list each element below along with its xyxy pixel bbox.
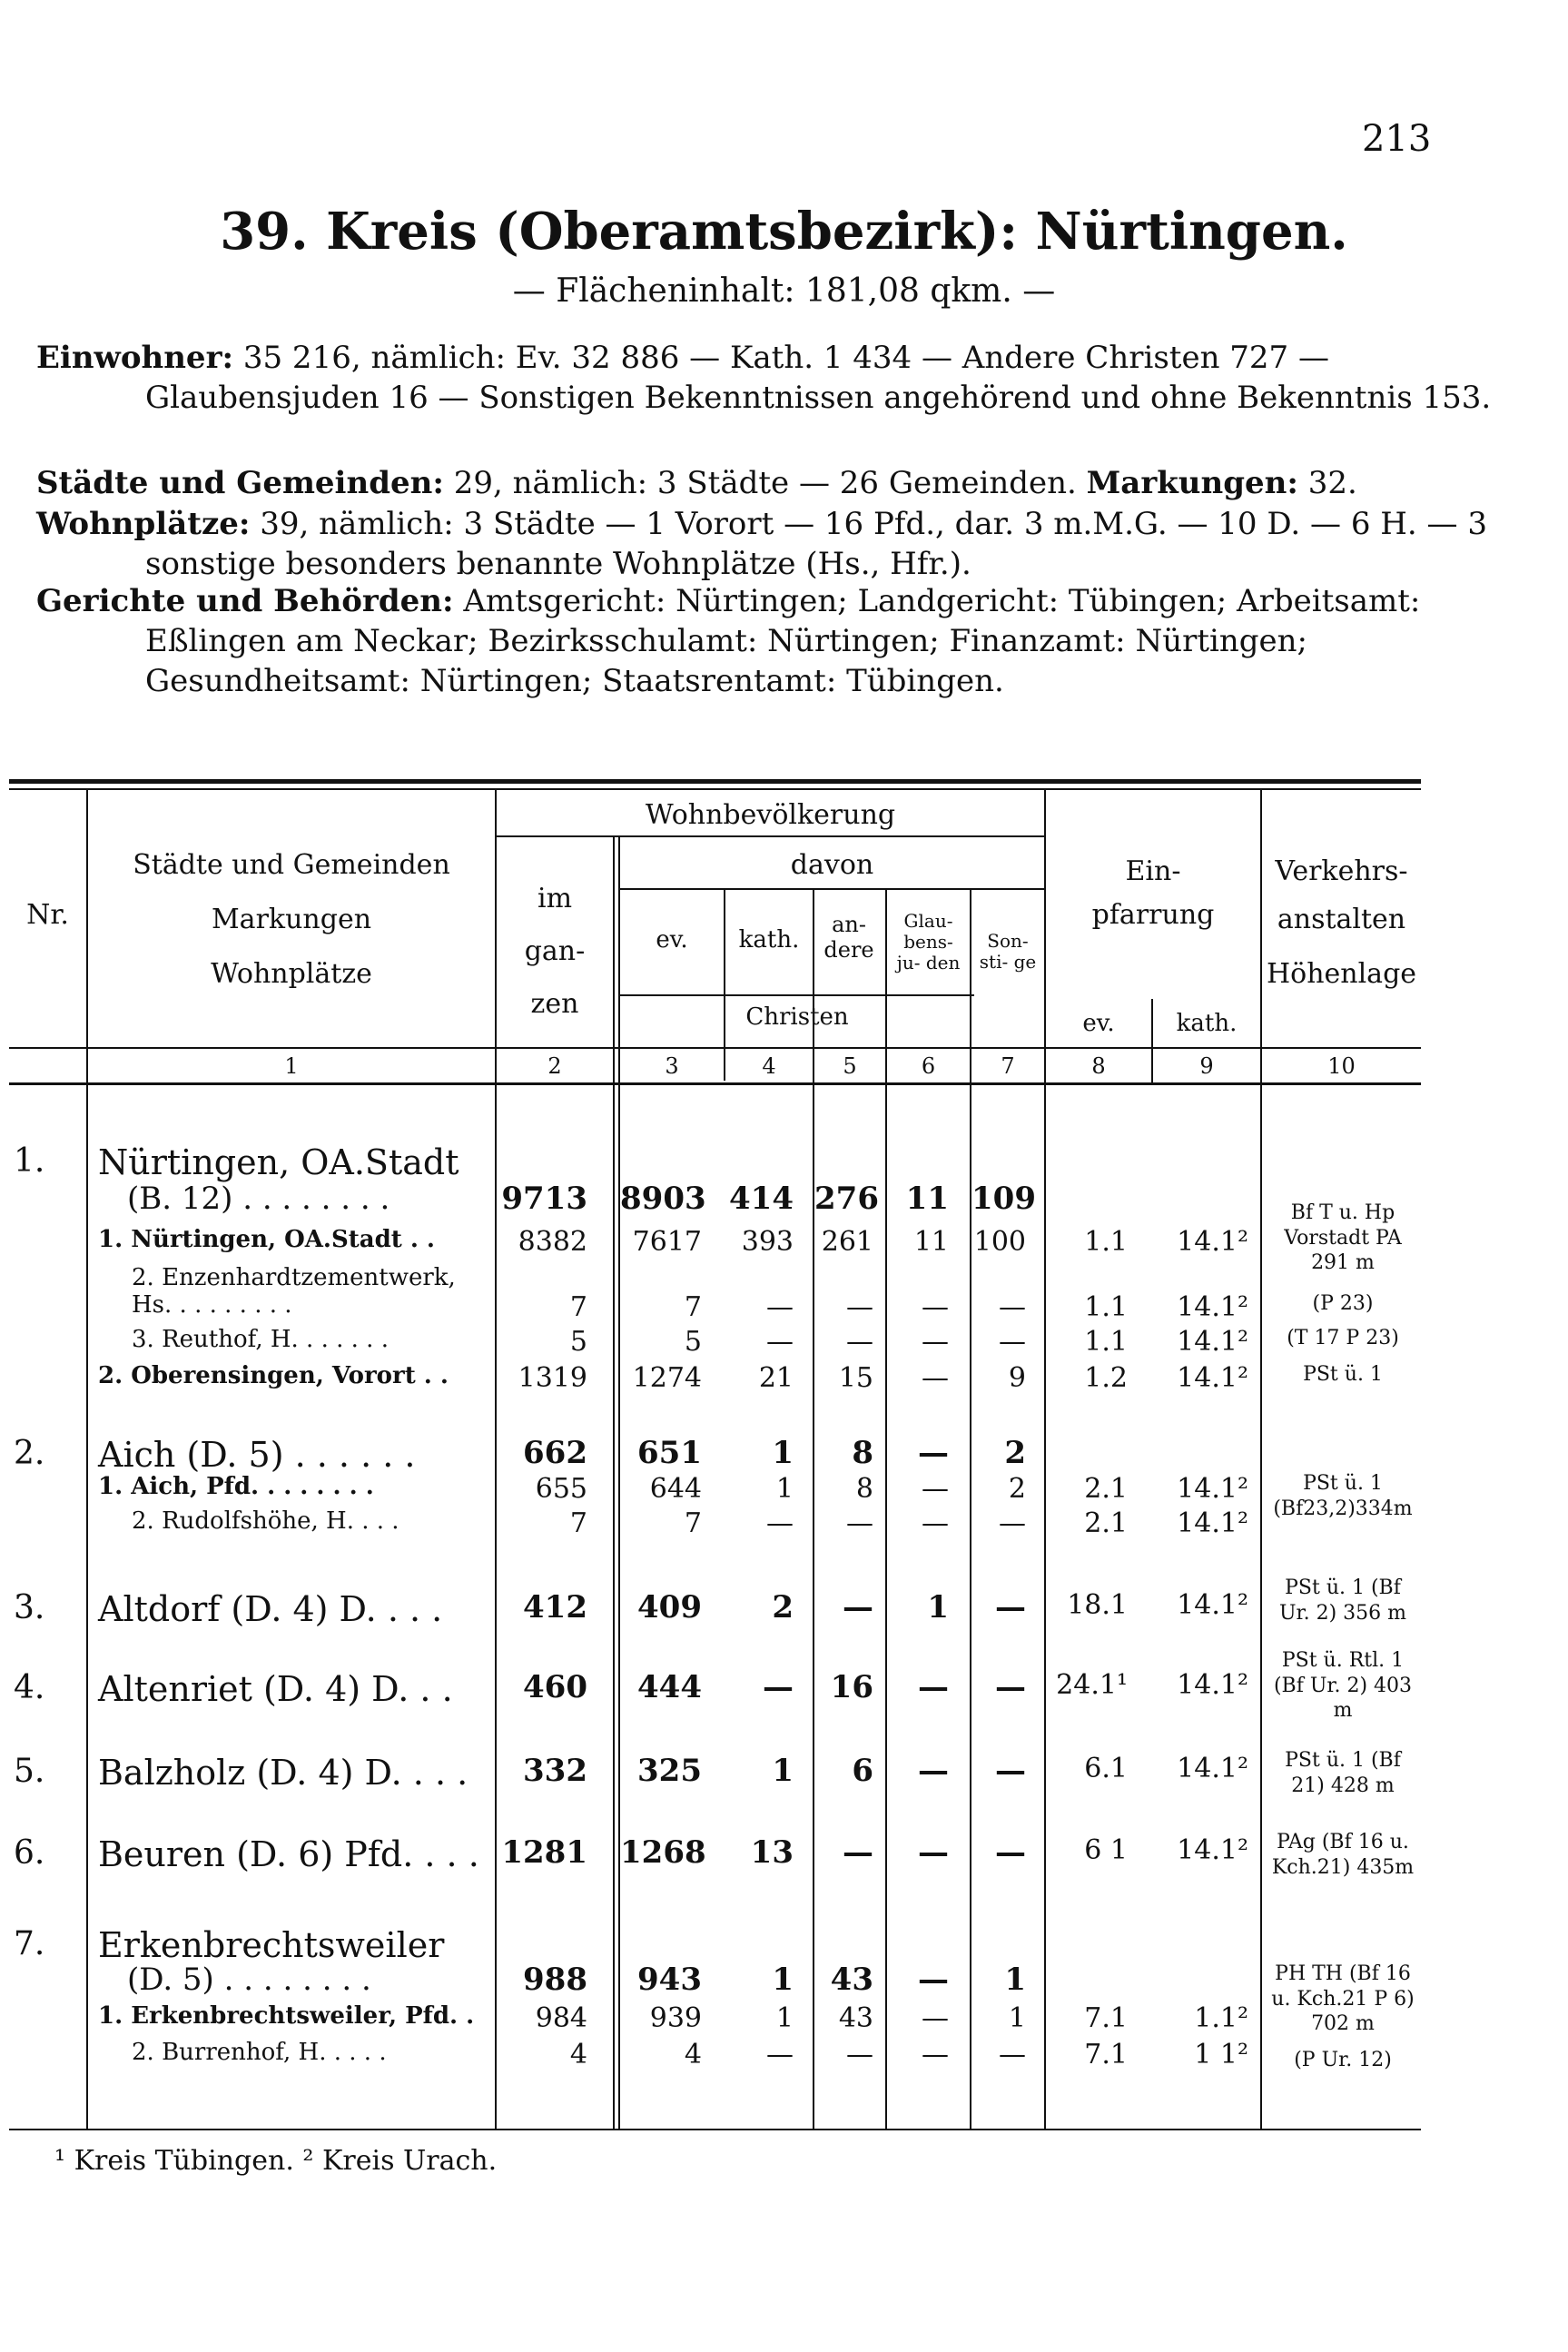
cell-kath: —: [766, 2039, 794, 2070]
cell-pev: 2.1: [1084, 1473, 1128, 1505]
header-nr: Nr.: [26, 899, 69, 931]
header-sonstige: Son- sti- ge: [979, 930, 1037, 973]
row-name: 2. Burrenhof, H. . . . .: [132, 2039, 387, 2066]
gerichte-paragraph: [36, 581, 1562, 702]
cell-ev: 4: [684, 2039, 702, 2070]
col-divider: [724, 890, 725, 1081]
cell-andere: 8: [855, 1473, 873, 1505]
cell-pkath: 14.1²: [1177, 1226, 1248, 1258]
cell-sonst: 9: [1008, 1362, 1026, 1394]
area-line: — Flächeninhalt: 181,08 qkm. —: [512, 272, 1056, 310]
header-ev: ev.: [656, 926, 688, 954]
cell-sonst: —: [995, 1589, 1026, 1626]
einwohner-paragraph: [36, 338, 1562, 418]
cell-sonst: —: [999, 1507, 1026, 1539]
header-kath: kath.: [738, 926, 800, 954]
cell-juden: —: [918, 1834, 949, 1871]
cell-kath: 1: [772, 1753, 794, 1789]
cell-pev: 6 1: [1084, 1834, 1128, 1866]
cell-juden: 1: [927, 1589, 949, 1626]
colnum: 10: [1327, 1053, 1356, 1079]
row-number: 2.: [14, 1435, 45, 1472]
cell-total: 1319: [518, 1362, 587, 1394]
cell-sonst: 1: [1004, 1962, 1026, 1998]
colnum: 3: [665, 1053, 679, 1079]
markungen-text: 32.: [1307, 465, 1357, 501]
wohnbev-rule: [495, 835, 1044, 837]
row-name: (B. 12) . . . . . . . .: [127, 1181, 390, 1217]
table-top-rule-thin: [9, 788, 1421, 790]
cell-pev: 7.1: [1084, 2039, 1128, 2070]
cell-juden: —: [918, 1753, 949, 1789]
cell-kath: 1: [775, 2002, 794, 2034]
row-name: 1. Erkenbrechtsweiler, Pfd. .: [98, 2002, 475, 2030]
cell-total: 412: [523, 1589, 587, 1626]
row-name: Nürtingen, OA.Stadt: [98, 1142, 459, 1182]
verkehr-note: PSt ü. 1 (Bf 21) 428 m: [1285, 1749, 1401, 1797]
header-einpfarrung-1: Ein-: [1125, 855, 1181, 887]
cell-total: 332: [523, 1753, 587, 1789]
header-verkehr-2: anstalten: [1277, 904, 1406, 935]
cell-andere: 6: [852, 1753, 873, 1789]
cell-pkath: 14.1²: [1177, 1362, 1248, 1394]
page-number: 213: [1362, 118, 1432, 160]
header-einpfarrung-2: pfarrung: [1091, 899, 1215, 931]
row-number: 3.: [14, 1589, 45, 1626]
row-name: 2. Rudolfshöhe, H. . . .: [132, 1507, 399, 1535]
cell-ev: 7: [684, 1507, 702, 1539]
cell-total: 9713: [501, 1181, 587, 1217]
cell-ev: 409: [637, 1589, 702, 1626]
verkehr-note: PSt ü. 1 (Bf23,2)334m: [1273, 1472, 1413, 1520]
header-im-ganzen-1: im: [537, 883, 573, 914]
cell-pev: 24.1¹: [1056, 1669, 1128, 1701]
cell-total: 655: [535, 1473, 587, 1505]
header-im-ganzen-3: zen: [530, 988, 579, 1020]
cell-ev: 939: [649, 2002, 702, 2034]
christen-rule: [620, 994, 974, 996]
cell-pev: 1.1: [1084, 1326, 1128, 1358]
cell-pev: 2.1: [1084, 1507, 1128, 1539]
row-name: Balzholz (D. 4) D. . . .: [98, 1753, 468, 1793]
cell-pev: 1.1: [1084, 1226, 1128, 1258]
cell-ev: 644: [649, 1473, 702, 1505]
wohnplaetze-paragraph: [36, 504, 1562, 584]
cell-kath: —: [766, 1291, 794, 1323]
cell-andere: —: [843, 1834, 873, 1871]
cell-andere: —: [846, 1291, 873, 1323]
staedte-text: 29, nämlich: 3 Städte — 26 Gemeinden.: [453, 465, 1077, 501]
cell-ev: 651: [637, 1435, 702, 1471]
cell-kath: 414: [729, 1181, 794, 1217]
cell-total: 4: [569, 2039, 587, 2070]
cell-pev: 1.1: [1084, 1291, 1128, 1323]
row-name: Altenriet (D. 4) D. . .: [98, 1669, 453, 1709]
header-glaubensjuden: Glau- bens- ju- den: [896, 910, 961, 973]
verkehr-note: PAg (Bf 16 u. Kch.21) 435m: [1271, 1831, 1415, 1879]
cell-juden: —: [922, 1326, 949, 1358]
verkehr-note: (T 17 P 23): [1287, 1327, 1399, 1349]
cell-pkath: 14.1²: [1177, 1834, 1248, 1866]
staedte-paragraph: [36, 463, 1453, 503]
row-number: 5.: [14, 1753, 45, 1790]
cell-total: 7: [569, 1291, 587, 1323]
cell-juden: —: [922, 1473, 949, 1505]
cell-ev: 444: [637, 1669, 702, 1705]
verkehr-note: PSt ü. 1 (Bf Ur. 2) 356 m: [1278, 1576, 1407, 1625]
cell-sonst: —: [999, 1326, 1026, 1358]
cell-juden: —: [918, 1669, 949, 1705]
cell-ev: 325: [637, 1753, 702, 1789]
cell-juden: —: [922, 2039, 949, 2070]
col-divider: [1044, 788, 1046, 2129]
table-bottom-rule: [9, 2129, 1421, 2130]
row-name: Beuren (D. 6) Pfd. . . .: [98, 1834, 479, 1874]
cell-kath: —: [763, 1669, 794, 1705]
header-verkehr-1: Verkehrs-: [1275, 855, 1408, 887]
einwohner-label: Einwohner:: [36, 340, 234, 376]
verkehr-note: (P Ur. 12): [1294, 2049, 1392, 2071]
cell-kath: 13: [750, 1834, 794, 1871]
cell-juden: —: [918, 1435, 949, 1471]
cell-andere: 43: [838, 2002, 873, 2034]
cell-kath: —: [766, 1326, 794, 1358]
cell-ev: 7: [684, 1291, 702, 1323]
header-davon: davon: [790, 849, 874, 881]
row-name: 2. Enzenhardtzementwerk,: [132, 1264, 456, 1291]
cell-total: 460: [523, 1669, 587, 1705]
cell-sonst: 2: [1008, 1473, 1026, 1505]
header-christen: Christen: [745, 1003, 849, 1031]
gerichte-label: Gerichte und Behörden:: [36, 583, 454, 619]
header-wohnplaetze: Wohnplätze: [211, 958, 372, 990]
cell-ev: 5: [684, 1326, 702, 1358]
row-number: 4.: [14, 1669, 45, 1706]
einwohner-text: 35 216, nämlich: Ev. 32 886 — Kath. 1 434 — Andere Christen 727 — Glaubensjuden 16 — Sonstigen Bekenntnissen angehörend und ohne Bekenntnis 153.: [145, 340, 1492, 417]
cell-pev: 7.1: [1084, 2002, 1128, 2034]
row-number: 7.: [14, 1925, 45, 1962]
cell-pkath: 1.1²: [1194, 2002, 1248, 2034]
page-title: 39. Kreis (Oberamtsbezirk): Nürtingen.: [220, 202, 1348, 262]
cell-total: 7: [569, 1507, 587, 1539]
header-im-ganzen-2: gan-: [524, 935, 586, 967]
col-divider: [613, 837, 615, 2129]
cell-andere: —: [846, 1326, 873, 1358]
cell-andere: 15: [838, 1362, 873, 1394]
verkehr-note: (P 23): [1312, 1292, 1374, 1315]
header-verkehr-3: Höhenlage: [1266, 958, 1417, 990]
header-bottom-rule: [9, 1047, 1421, 1049]
cell-sonst: 109: [971, 1181, 1036, 1217]
row-name: 2. Oberensingen, Vorort . .: [98, 1362, 449, 1389]
cell-pkath: 14.1²: [1177, 1589, 1248, 1621]
cell-sonst: 2: [1004, 1435, 1026, 1471]
colnum: 9: [1199, 1053, 1214, 1079]
cell-sonst: 100: [973, 1226, 1026, 1258]
cell-pkath: 14.1²: [1177, 1326, 1248, 1358]
colnum-bottom-rule: [9, 1082, 1421, 1085]
cell-andere: 8: [852, 1435, 873, 1471]
header-staedte: Städte und Gemeinden: [133, 849, 450, 881]
cell-total: 1281: [501, 1834, 587, 1871]
cell-pkath: 14.1²: [1177, 1473, 1248, 1505]
colnum: 7: [1001, 1053, 1015, 1079]
header-pfarr-kath: kath.: [1176, 1010, 1238, 1037]
cell-andere: —: [843, 1589, 873, 1626]
cell-pev: 6.1: [1084, 1753, 1128, 1784]
colnum: 5: [843, 1053, 857, 1079]
cell-kath: —: [766, 1507, 794, 1539]
table-top-rule: [9, 779, 1421, 784]
row-number: 6.: [14, 1834, 45, 1872]
cell-kath: 393: [741, 1226, 794, 1258]
verkehr-note: Bf T u. Hp Vorstadt PA 291 m: [1284, 1201, 1402, 1274]
cell-pev: 18.1: [1067, 1589, 1128, 1621]
cell-total: 662: [523, 1435, 587, 1471]
cell-juden: 11: [913, 1226, 949, 1258]
colnum: 2: [547, 1053, 562, 1079]
cell-total: 5: [569, 1326, 587, 1358]
cell-juden: —: [922, 1507, 949, 1539]
cell-pkath: 1 1²: [1194, 2039, 1248, 2070]
row-name: (D. 5) . . . . . . . .: [127, 1962, 371, 1998]
cell-juden: —: [922, 2002, 949, 2034]
cell-pkath: 14.1²: [1177, 1291, 1248, 1323]
header-pfarr-ev: ev.: [1082, 1010, 1115, 1037]
cell-andere: 16: [830, 1669, 873, 1705]
row-name: Aich (D. 5) . . . . . .: [98, 1435, 416, 1475]
cell-juden: —: [922, 1291, 949, 1323]
cell-ev: 1274: [632, 1362, 702, 1394]
cell-andere: 261: [821, 1226, 873, 1258]
cell-total: 988: [523, 1962, 587, 1998]
verkehr-note: PSt ü. Rtl. 1 (Bf Ur. 2) 403 m: [1273, 1649, 1413, 1722]
cell-sonst: —: [995, 1669, 1026, 1705]
davon-rule: [620, 888, 1044, 890]
markungen-label: Markungen:: [1086, 465, 1298, 501]
cell-pkath: 14.1²: [1177, 1669, 1248, 1701]
cell-andere: —: [846, 1507, 873, 1539]
wohnplaetze-label: Wohnplätze:: [36, 506, 251, 542]
cell-juden: —: [918, 1962, 949, 1998]
row-name: Erkenbrechtsweiler: [98, 1925, 445, 1965]
cell-sonst: —: [999, 1291, 1026, 1323]
cell-sonst: —: [995, 1834, 1026, 1871]
cell-kath: 1: [772, 1962, 794, 1998]
cell-andere: 276: [814, 1181, 879, 1217]
row-number: 1.: [14, 1142, 45, 1180]
cell-kath: 1: [772, 1435, 794, 1471]
wohnplaetze-text: 39, nämlich: 3 Städte — 1 Vorort — 16 Pfd., dar. 3 m.M.G. — 10 D. — 6 H. — 3 sonstige besonders benannte Wohnplätze (Hs., Hfr.).: [145, 506, 1487, 583]
colnum: 4: [762, 1053, 776, 1079]
row-name: 1. Aich, Pfd. . . . . . . .: [98, 1473, 374, 1500]
cell-sonst: 1: [1008, 2002, 1026, 2034]
cell-total: 984: [535, 2002, 587, 2034]
row-name: 1. Nürtingen, OA.Stadt . .: [98, 1226, 435, 1253]
verkehr-note: PSt ü. 1: [1303, 1363, 1383, 1386]
colnum: 6: [921, 1053, 936, 1079]
cell-pkath: 14.1²: [1177, 1507, 1248, 1539]
colnum: 1: [284, 1053, 299, 1079]
cell-kath: 21: [758, 1362, 794, 1394]
gerichte-text: Amtsgericht: Nürtingen; Landgericht: Tübingen; Arbeitsamt: Eßlingen am Neckar; Bezirksschulamt: Nürtingen; Finanzamt: Nürtingen; Gesundheitsamt: Nürtingen; Staatsrentamt: Tübingen.: [145, 583, 1421, 700]
header-andere: an- dere: [823, 912, 874, 963]
cell-andere: 43: [830, 1962, 873, 1998]
cell-pev: 1.2: [1084, 1362, 1128, 1394]
row-name: Altdorf (D. 4) D. . . .: [98, 1589, 443, 1629]
cell-kath: 2: [772, 1589, 794, 1626]
footnote: ¹ Kreis Tübingen. ² Kreis Urach.: [54, 2145, 498, 2177]
row-name: Hs. . . . . . . . .: [132, 1291, 292, 1319]
staedte-label: Städte und Gemeinden:: [36, 465, 444, 501]
cell-ev: 1268: [620, 1834, 706, 1871]
colnum: 8: [1091, 1053, 1106, 1079]
verkehr-note: PH TH (Bf 16 u. Kch.21 P 6) 702 m: [1271, 1962, 1415, 2035]
cell-sonst: —: [999, 2039, 1026, 2070]
cell-kath: 1: [775, 1473, 794, 1505]
header-wohnbevoelkerung: Wohnbevölkerung: [645, 799, 896, 831]
row-name: 3. Reuthof, H. . . . . . .: [132, 1326, 389, 1353]
cell-andere: —: [846, 2039, 873, 2070]
cell-juden: —: [922, 1362, 949, 1394]
cell-ev: 7617: [632, 1226, 702, 1258]
cell-ev: 943: [637, 1962, 702, 1998]
cell-total: 8382: [518, 1226, 587, 1258]
header-markungen: Markungen: [211, 904, 372, 935]
cell-juden: 11: [905, 1181, 949, 1217]
cell-pkath: 14.1²: [1177, 1753, 1248, 1784]
cell-ev: 8903: [620, 1181, 706, 1217]
cell-sonst: —: [995, 1753, 1026, 1789]
